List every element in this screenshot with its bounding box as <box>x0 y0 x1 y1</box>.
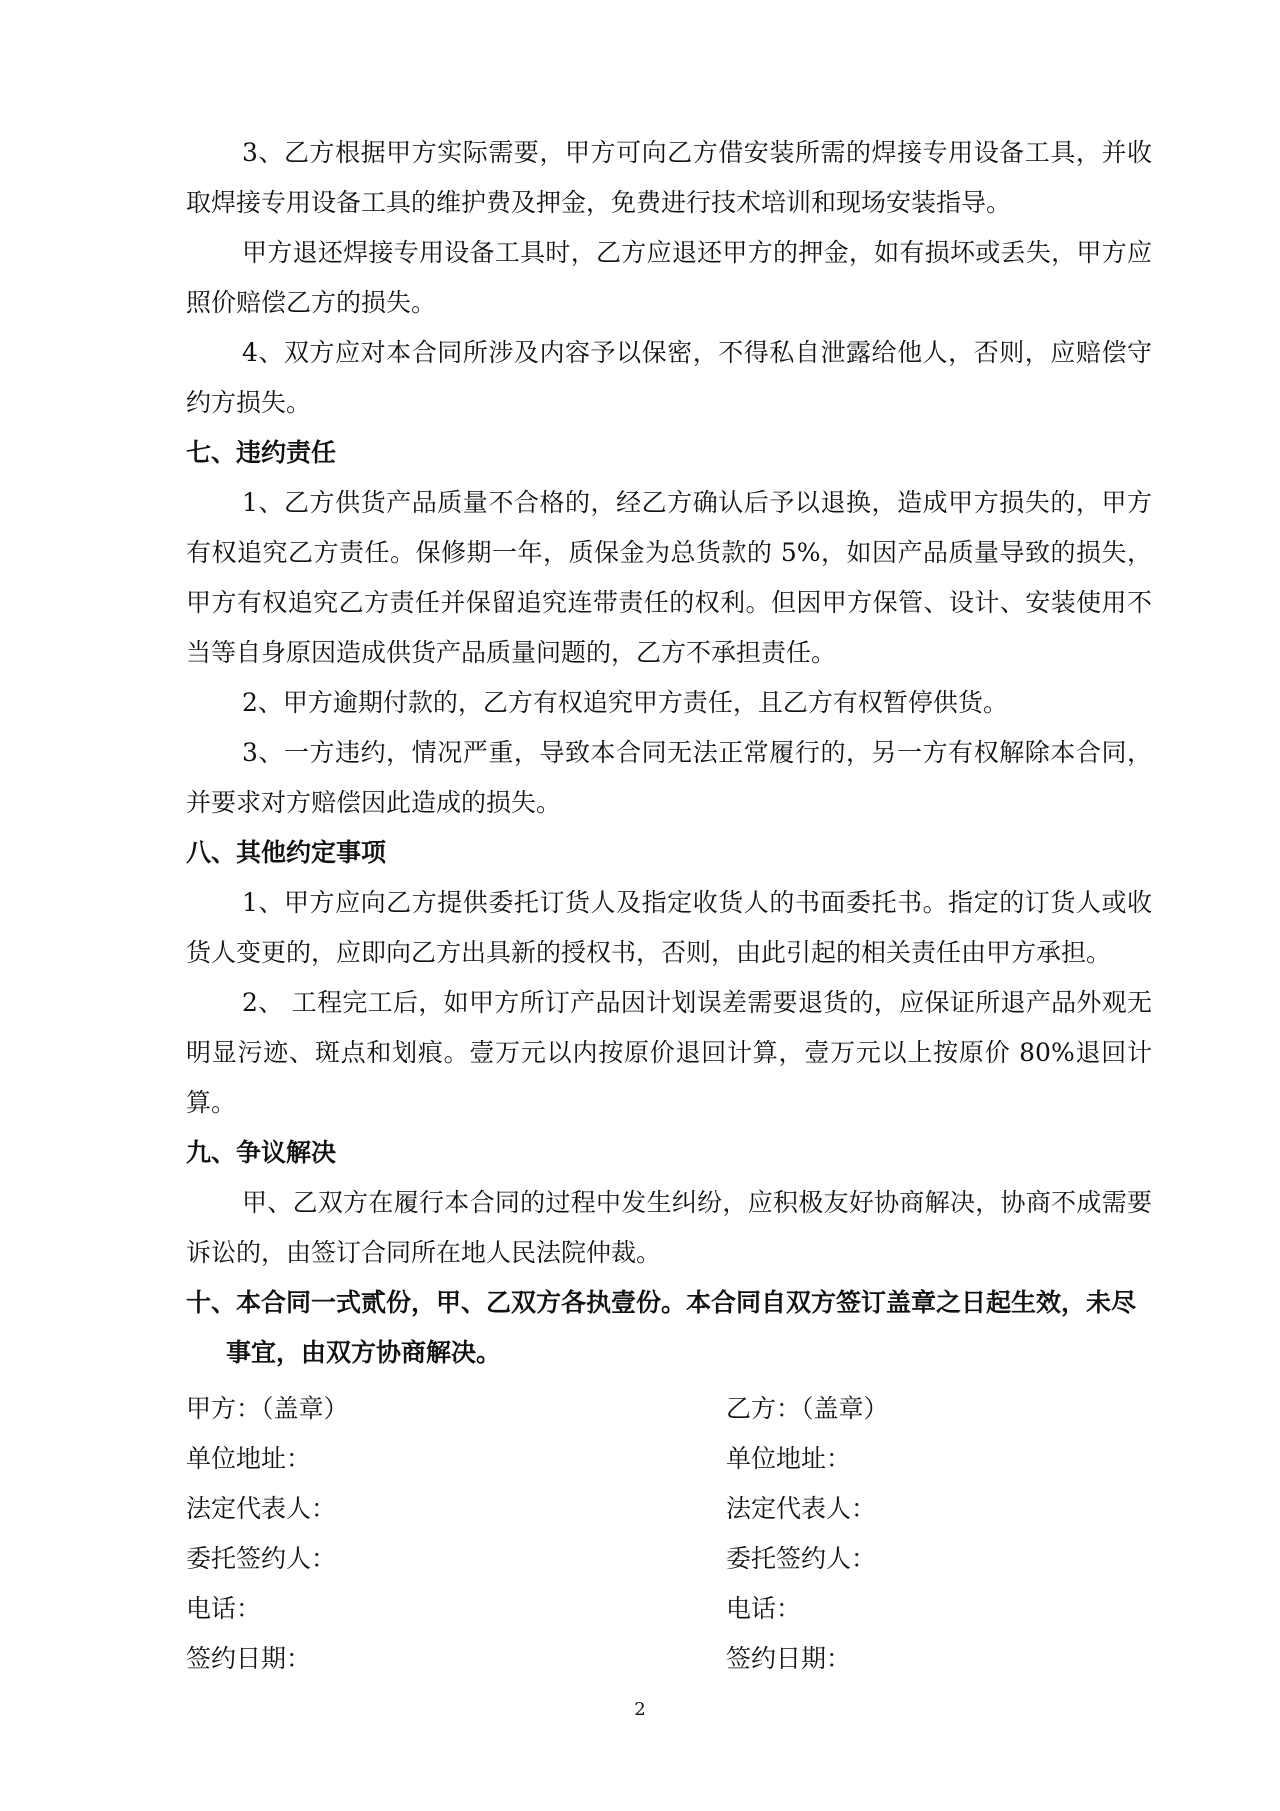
party-a-phone: 电话： <box>186 1594 262 1623</box>
signature-row-address <box>186 1434 1152 1484</box>
party-b-seal: 乙方：（盖章） <box>726 1394 889 1423</box>
clause-7-3: 3、一方违约，情况严重，导致本合同无法正常履行的，另一方有权解除本合同，并要求对方赔偿因此造成的损失。 <box>186 738 1152 817</box>
signature-row-representative <box>186 1484 1152 1534</box>
section-heading-breach: 七、违约责任 <box>186 438 337 467</box>
clause-6-3: 3、乙方根据甲方实际需要，甲方可向乙方借安装所需的焊接专用设备工具，并收取焊接专用设备工具的维护费及押金，免费进行技术培训和现场安装指导。 <box>186 138 1152 217</box>
clause-7-2: 2、甲方逾期付款的，乙方有权追究甲方责任，且乙方有权暂停供货。 <box>242 688 1008 717</box>
clause-9: 甲、乙双方在履行本合同的过程中发生纠纷，应积极友好协商解决，协商不成需要诉讼的，由签订合同所在地人民法院仲裁。 <box>186 1188 1152 1267</box>
page-number: 2 <box>634 1699 646 1720</box>
signature-row-signatory <box>186 1534 1152 1584</box>
signature-row-date <box>186 1634 1152 1684</box>
section-heading-other: 八、其他约定事项 <box>186 838 387 867</box>
clause-8-1: 1、甲方应向乙方提供委托订货人及指定收货人的书面委托书。指定的订货人或收货人变更的，应即向乙方出具新的授权书，否则，由此引起的相关责任由甲方承担。 <box>186 888 1152 967</box>
signature-block <box>186 1384 1152 1684</box>
party-b-phone: 电话： <box>726 1594 802 1623</box>
section-heading-dispute: 九、争议解决 <box>186 1138 337 1167</box>
clause-6-4: 4、双方应对本合同所涉及内容予以保密，不得私自泄露给他人，否则，应赔偿守约方损失。 <box>186 338 1152 417</box>
party-b-date: 签约日期： <box>726 1644 852 1673</box>
party-b-signatory: 委托签约人： <box>726 1544 877 1573</box>
party-a-seal: 甲方：（盖章） <box>186 1394 349 1423</box>
signature-row-seal <box>186 1384 1152 1434</box>
party-a-address: 单位地址： <box>186 1444 312 1473</box>
clause-8-2: 2、 工程完工后，如甲方所订产品因计划误差需要退货的，应保证所退产品外观无明显污迹、斑点和划痕。壹万元以内按原价退回计算，壹万元以上按原价 80%退回计算。 <box>186 988 1152 1117</box>
party-a-representative: 法定代表人： <box>186 1494 337 1523</box>
party-b-address: 单位地址： <box>726 1444 852 1473</box>
signature-row-phone <box>186 1584 1152 1634</box>
party-a-date: 签约日期： <box>186 1644 312 1673</box>
clause-10-line1: 十、本合同一式贰份，甲、乙双方各执壹份。本合同自双方签订盖章之日起生效，未尽 <box>186 1288 1137 1317</box>
clause-6-3-deposit: 甲方退还焊接专用设备工具时，乙方应退还甲方的押金，如有损坏或丢失，甲方应照价赔偿乙方的损失。 <box>186 238 1152 317</box>
party-a-signatory: 委托签约人： <box>186 1544 337 1573</box>
clause-7-1: 1、乙方供货产品质量不合格的，经乙方确认后予以退换，造成甲方损失的，甲方有权追究乙方责任。保修期一年，质保金为总货款的 5%，如因产品质量导致的损失，甲方有权追究乙方责任并保留追究连带责任的权利。但因甲方保管、设计、安装使用不当等自身原因造成供货产品质量问题的，乙方不承担责任。 <box>186 488 1152 667</box>
contract-body <box>186 128 1152 1378</box>
party-b-representative: 法定代表人： <box>726 1494 877 1523</box>
clause-10-line2: 事宜，由双方协商解决。 <box>226 1338 502 1367</box>
